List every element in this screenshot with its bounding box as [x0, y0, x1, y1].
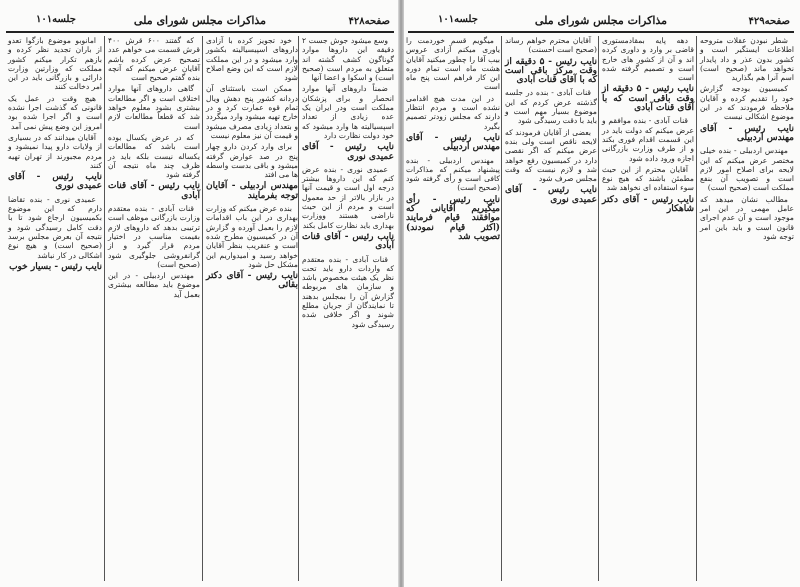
- paragraph: کمیسیون بودجه گزارش خود را تقدیم کرده و آقایان ملاحظه فرمودند که در این موضوع اشکالی نیست: [700, 84, 794, 122]
- speaker-heading: نایب رئیس - آقای مهندس اردبیلی: [700, 123, 794, 143]
- column-divider: [501, 36, 502, 581]
- speaker-heading: نایب رئیس - بسیار خوب: [9, 261, 102, 272]
- text-column: [206, 36, 298, 294]
- paragraph: آقایان محترم خواهم رساند (صحیح است احسنت): [505, 36, 597, 55]
- column-divider: [696, 36, 697, 581]
- paragraph: قنات آبادی - بنده در جلسه گذشته عرض کردم که این موضوع بسیار مهم است و باید با دقت رسیدگی شود: [505, 88, 597, 126]
- paragraph: بعضی از آقایان فرمودند که لایحه ناقص است ولی بنده عرض میکنم که اگر نقصی دارد در کمیسیون رفع خواهد شد و لازم نیست که وقت مجلس صرف شود: [505, 127, 597, 184]
- paragraph: بنده عرض میکنم که وزارت بهداری در این باب اقدامات لازم را بعمل آورده و گزارش آن در کمیسیون مطرح شده است و عنقریب بنظر آقایان خواهد رسید و امیدواریم این مشکل حل شود: [206, 204, 298, 269]
- speaker-heading: نایب رئیس - آقای عمیدی نوری: [505, 185, 597, 205]
- paragraph: که گفتند ۶۰۰ قرش ۴۰۰ قرش قسمت می خواهم عدد تصحیح عرض کرده باشم آقایان عرض میکنم که آنچه بنده گفتم صحیح است: [108, 36, 200, 83]
- text-column: [406, 36, 500, 245]
- speaker-heading: مهندس اردبیلی - آقایان توجه بفرمایند: [206, 181, 298, 201]
- paragraph: که در عرض یکسال بوده است باشد که مطالعات یکساله نیست بلکه باید در ظرف چند ماه نتیجه آن گرفته شود: [108, 132, 200, 180]
- paragraph: ممکن است باستثنای آن دردانه کشور پنج دهش ویال تمام قوه عمارت کرد و در خارج تهیه میشود وارد میگردد و بتعداد زیادی مصرف میشود و قیمت آن نیز معلوم نیست: [206, 84, 298, 140]
- column-divider: [104, 36, 105, 581]
- speaker-heading: نایب رئیس - آقای دکتر بقائی: [206, 271, 298, 291]
- session-number: جلسه۱۰۱: [36, 14, 76, 25]
- speaker-heading: نایب رئیس - ۵ دقیقه از وقت باقی است که با آقای قنات آبادی: [602, 84, 694, 114]
- page-fold: [398, 0, 404, 587]
- paragraph: برای وارد کردن دارو چهار پنج در صد عوارض گرفته میشود و باقی بدست واسطه ها می افتد: [206, 142, 298, 180]
- text-column: [302, 36, 394, 331]
- left-page-header: [6, 14, 394, 30]
- paragraph: ضمناً داروهای آنها موارد انحصار و برای پزشکان مملکت است ودر ایران یک عده زیادی از تعداد اسپسیالیته ها وارد میشود که خود دولت نظارت دارد: [302, 84, 394, 140]
- right-page-header: [408, 14, 794, 30]
- paragraph: در این مدت هیچ اقدامی نشده است و مردم انتظار دارند که مجلس زودتر تصمیم بگیرد: [406, 93, 500, 131]
- text-column: [505, 36, 597, 208]
- speaker-heading: نایب رئیس - آقای مهندس اردبیلی: [406, 132, 500, 153]
- paragraph: خود تجویز کرده با آزادی داروهای اسپیسیالیته بکشور وارد میشود و در این مملکت لازم است که این وضع اصلاح شود: [206, 36, 298, 83]
- paragraph: مهندس اردبیلی - بنده پیشنهاد میکنم که مذاکرات کافی است و رأی گرفته شود (صحیح است): [406, 155, 500, 193]
- paragraph: امانوبو موضوع بازگوا تعدو از باران تجدید نظر کرده و بازهم تکرار میکنم کشور مملکت که وزارتین وزارت دارائی و بازرگانی باید در این امر دخالت کنند: [8, 36, 102, 92]
- paragraph: قنات آبادی - بنده موافقم و عرض میکنم که دولت باید در این قسمت اقدام فوری بکند و از طرف وزارت بازرگانی اجازه ورود داده شود: [602, 116, 694, 163]
- page-number: صفحه۴۲۸: [348, 16, 390, 27]
- paragraph: آقایان محترم از این حیث مطمئن باشند که هیچ نوع سوء استفاده ای نخواهد شد: [602, 164, 694, 193]
- text-column: [602, 36, 694, 217]
- session-number: جلسه۱۰۱: [438, 14, 478, 25]
- speaker-heading: نایب رئیس - آقای قنات آبادی: [302, 231, 394, 252]
- paragraph: مهندس اردبیلی - بنده خیلی مختصر عرض میکنم که این لایحه برای اصلاح امور لازم است و تصویب آن بنفع مملکت است (صحیح است): [700, 146, 794, 193]
- paragraph: عمیدی نوری - بنده عرض کنم که این داروها بیشتر درجه اول است و قیمت آنها در بازار بالاتر از حد معمول است و مردم از این حیث ناراضی هستند ووزارت بهداری باید نظارت کامل بکند: [302, 164, 394, 230]
- text-column: [108, 36, 200, 301]
- text-column: [700, 36, 794, 243]
- paragraph: آقایان میدانند که در بسیاری از ولایات دارو پیدا نمیشود و مردم مجبورند از تهران تهیه کنند: [8, 132, 102, 170]
- right-page: [402, 0, 800, 587]
- speaker-heading: نایب رئیس - ۵ دقیقه از وقت مرکز باقی است که با آقای قنات آبادی: [505, 56, 597, 86]
- paragraph: مطالب نشان میدهد که عامل مهمی در این امر موجود است و آن عدم اجرای قانون است و باید باین امر توجه شود: [700, 194, 794, 241]
- header-rule: [6, 31, 394, 33]
- paragraph: مهندس اردبیلی - در این موضوع باید مطالعه بیشتری بعمل آید: [108, 271, 200, 299]
- column-divider: [298, 36, 299, 581]
- text-column: [8, 36, 102, 275]
- header-rule: [408, 31, 794, 33]
- paragraph: هیچ وقت در عمل یک قانونی که گذشت اجرا نشده است و اگر اجرا شده بود امروز این وضع پیش نمی آمد: [8, 93, 102, 131]
- paragraph: قنات آبادی - بنده معتقدم وزارت بازرگانی موظف است ترتیبی بدهد که داروهای لازم بقیمت مناسب در اختیار مردم قرار گیرد و از گرانفروشی جلوگیری شود (صحیح است): [108, 204, 200, 269]
- page-title: مذاکرات مجلس شورای ملی: [534, 14, 668, 27]
- column-divider: [202, 36, 203, 581]
- paragraph: گاهی داروهای آنها موارد اختلاف است و اگر مطالعات بیشتری بشود معلوم خواهد شد که قطعاً مطالعات لازم است: [108, 84, 200, 131]
- paragraph: دهه پایه بمقادمستوری قاضی بر وارد و داوری کرده اند و آن از کشور های خارج است و تصمیم گرفته شده است: [602, 36, 694, 83]
- page-title: مذاکرات مجلس شورای ملی: [133, 14, 267, 27]
- speaker-heading: نایب رئیس - آقای عمیدی نوری: [302, 142, 394, 162]
- paragraph: شطر نبودن عقلات متروحه اطلاعات ایستگیر است و کشور بدون عذر و داد پایدار نخواهد ماند (صحیح است) اسم آنرا هم بگذارید: [700, 36, 794, 83]
- column-divider: [598, 36, 599, 581]
- paragraph: عمیدی نوری - بنده تقاضا دارم که این موضوع بکمیسیون ارجاع شود تا با دقت کامل رسیدگی شود و نتیجه آن بعرض مجلس برسد (صحیح است) و هیچ نوع اشکالی در کار نباشد: [8, 194, 102, 260]
- paragraph: قنات آبادی - بنده معتقدم که واردات دارو باید تحت نظر یک هیئت مخصوص باشد و سازمان های مربوطه گزارش آن را بمجلس بدهند تا نمایندگان از جریان مطلع شوند و اگر خلافی شده رسیدگی شود: [302, 254, 394, 329]
- speaker-heading: نایب رئیس - آقای دکتر شاهکار: [602, 194, 694, 215]
- speaker-heading: نایب رئیس - آقای عمیدی نوری: [8, 172, 102, 192]
- speaker-heading: نایب رئیس - آقای قنات آبادی: [108, 181, 200, 201]
- speaker-heading: نایب رئیس - رأی میگیریم آقایانی که موافقند قیام فرمایند (اکثر قیام نمودند) تصویب شد: [406, 194, 500, 242]
- paragraph: میگویم قسم خوردمت را یاوری میکنم آزادی عروس بیب آقا را چطور میکنید آقایان هشت ماه است تمام دوره این کار فراهم است پنج ماه است: [406, 36, 500, 92]
- page-number: صفحه۴۲۹: [748, 16, 790, 27]
- paragraph: وسع میشود جوش جست ۲ دقیقه این داروها موارد گوناگون کشف گشته اند متعلق به مردم است (صحیح است) و اسکوا و اعضا آنها: [302, 36, 394, 83]
